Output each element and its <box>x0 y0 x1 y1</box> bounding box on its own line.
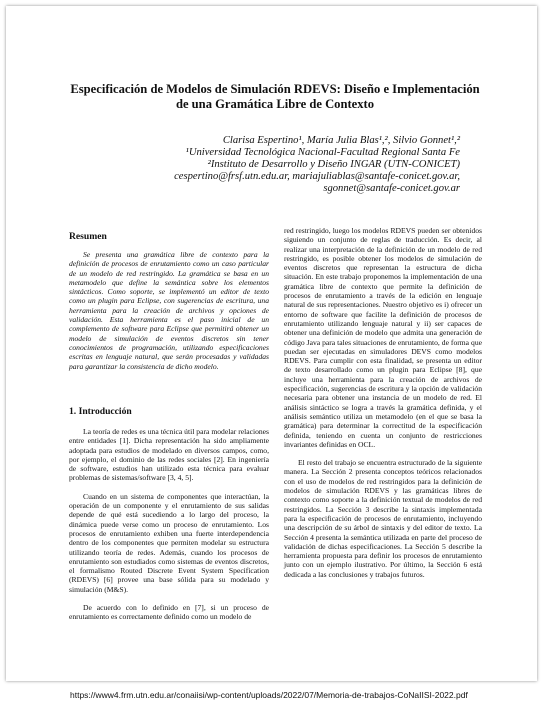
author-names: Clarisa Espertino¹, María Julia Blas¹,², Silvio Gonnet¹,² <box>222 135 460 146</box>
affiliation-2: ²Instituto de Desarrollo y Diseño INGAR (UTN-CONICET) <box>207 159 460 170</box>
affiliation-1: ¹Universidad Tecnológica Nacional-Facultad Regional Santa Fe <box>185 147 460 158</box>
title-line-1: Especificación de Modelos de Simulación RDEVS: Diseño e Implementación <box>70 82 480 96</box>
introduction-left-column <box>69 427 269 622</box>
right-column <box>284 226 482 579</box>
source-url: https://www4.frm.utn.edu.ar/conaiisi/wp-content/uploads/2022/07/Memoria-de-trabajos-CoNaIISI-2022.pdf <box>70 690 468 700</box>
right-paragraph-2: El resto del trabajo se encuentra estructurado de la siguiente manera. La Sección 2 presenta conceptos teóricos relacionados con el uso de modelos de red restringidos para la definición de modelos de simulación RDEVS y las gramáticas libres de contexto como soporte a la definición textual de modelos de red restringidos. La Sección 3 describe la sintaxis implementada para la especificación de procesos de enrutamiento, incluyendo una descripción de su árbol de sintaxis y del editor de texto. La Sección 4 presenta la semántica utilizada en parte del proceso de validación de dichas especificaciones. La Sección 5 describe la herramienta propuesta para definir los procesos de enrutamiento junto con un ejemplo ilustrativo. Por último, la Sección 6 está dedicada a las conclusiones y trabajos futuros. <box>284 458 482 579</box>
resumen-heading: Resumen <box>69 231 107 242</box>
author-emails-1: cespertino@frsf.utn.edu.ar, mariajuliablas@santafe-conicet.gov.ar, <box>174 171 460 182</box>
author-emails-2: sgonnet@santafe-conicet.gov.ar <box>323 183 460 194</box>
introduction-heading: 1. Introducción <box>69 406 132 417</box>
title-line-2: de una Gramática Libre de Contexto <box>175 97 375 111</box>
author-block <box>120 135 460 195</box>
right-paragraph-1: red restringido, luego los modelos RDEVS pueden ser obtenidos siguiendo un conjunto de reglas de traducción. Es decir, al realizar una interpretación de la definición de un modelo de red restringido, es posible obtener los modelos de simulación de eventos discretos que representan la estructura de dicha situación. En este trabajo proponemos la implementación de una gramática libre de contexto que permite la definición de procesos de enrutamiento a través de la edición en lenguaje natural de sus representaciones. Nuestro objetivo es i) ofrecer un entorno de software que facilite la definición de procesos de enrutamiento utilizando lenguaje natural y ii) ser capaces de obtener una definición de modelo que admita una generación de código Java para tales situaciones de enrutamiento, de forma que puedan ser ejecutadas en simuladores DEVS como modelos RDEVS. Para cumplir con esta finalidad, se presenta un editor de texto desarrollado como un plugin para Eclipse [8], que incluye una herramienta para la creación de archivos de especificación, sugerencias de escritura y la opción de validación necesaria para obtener una instancia de un modelo de red. El análisis sintáctico se logra a través la gramática definida, y el análisis semántico utiliza un metamodelo (en el que se basa la gramática) para determinar la correctitud de la especificación definida, teniendo en cuenta un conjunto de restricciones invariantes definidas en OCL. <box>284 226 482 449</box>
intro-paragraph-3: De acuerdo con lo definido en [7], si un proceso de enrutamiento es correctamente definido como un modelo de <box>69 603 269 622</box>
abstract-text: Se presenta una gramática libre de contexto para la definición de procesos de enrutamiento como un caso particular de un modelo de red restringido. La gramática se basa en un metamodelo que define la semántica sobre los elementos sintácticos. Como soporte, se implementó un editor de texto como un plugin para Eclipse, con sugerencias de escritura, una herramienta para la creación de archivos y opciones de validación. Esta herramienta es el paso inicial de un complemento de software para Eclipse que permitirá obtener un modelo de simulación de eventos discretos sin tener conocimientos de programación, utilizando especificaciones escritas en lenguaje natural, que serán procesadas y validadas para garantizar la consistencia de dicho modelo. <box>69 250 269 371</box>
intro-paragraph-2: Cuando en un sistema de componentes que interactúan, la operación de un componente y el enrutamiento de sus salidas depende de qué está sucediendo a lo largo del proceso, la dinámica puede verse como un proceso de enrutamiento. Los procesos de enrutamiento exhiben una fuerte interdependencia dentro de los componentes que permiten modelar su estructura utilizando teoría de redes. Además, cuando los procesos de enrutamiento son estudiados como sistemas de eventos discretos, el formalismo Routed Discrete Event System Specification (RDEVS) [6] provee una base sólida para su modelado y simulación (M&S). <box>69 491 269 594</box>
paper-title <box>40 82 510 112</box>
intro-paragraph-1: La teoría de redes es una técnica útil para modelar relaciones entre entidades [1]. Dicha representación ha sido ampliamente adoptada para estudios de modelado en diversos campos, como, por ejemplo, el dominio de las redes sociales [2]. En ingeniería de software, estudios han utilizado esta técnica para evaluar problemas de sistemas/software [3, 4, 5]. <box>69 427 269 483</box>
